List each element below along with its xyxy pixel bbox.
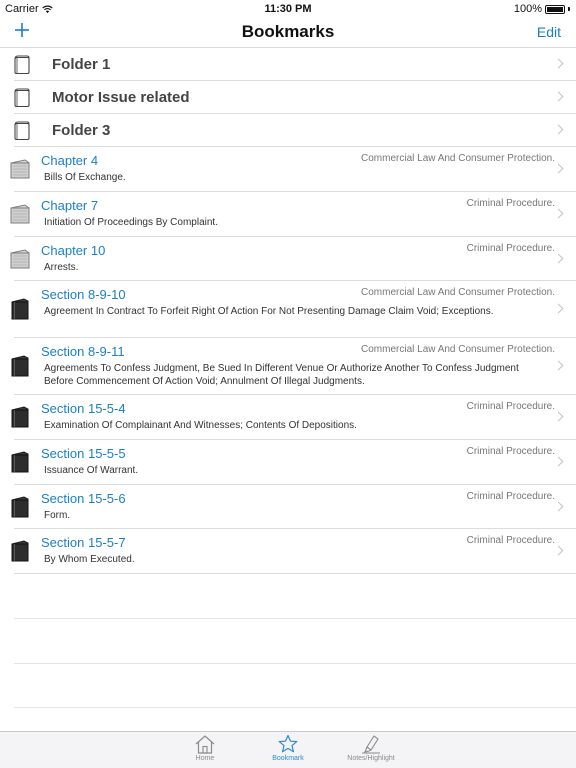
battery-percent: 100% xyxy=(513,3,542,15)
bookmark-row[interactable] xyxy=(14,281,576,338)
gray-book-icon xyxy=(8,202,32,226)
bookmark-title: Section 15-5-4 xyxy=(41,401,126,416)
empty-row xyxy=(14,574,576,619)
empty-row xyxy=(14,619,576,664)
bookmark-title: Section 15-5-5 xyxy=(41,446,126,461)
bookmark-description: Issuance Of Warrant. xyxy=(44,465,139,476)
chevron-right-icon xyxy=(554,92,564,102)
bookmark-title: Chapter 10 xyxy=(41,243,106,258)
dark-book-icon xyxy=(8,450,32,474)
empty-row xyxy=(14,664,576,708)
folder-book-icon xyxy=(14,121,30,140)
bookmark-category: Commercial Law And Consumer Protection. xyxy=(361,153,555,164)
bookmark-row[interactable] xyxy=(14,395,576,440)
bookmark-row[interactable] xyxy=(14,237,576,281)
bookmark-category: Criminal Procedure. xyxy=(466,243,555,254)
bookmark-category: Criminal Procedure. xyxy=(466,401,555,412)
dark-book-icon xyxy=(8,354,32,378)
bookmark-description: Agreements To Confess Judgment, Be Sued In Different Venue Or Authorize Another To Confess Judgment Before Commencement Of Action Void; Annulment Of Illegal Judgments. xyxy=(44,363,519,387)
folder-row[interactable] xyxy=(14,81,576,114)
navigation-bar xyxy=(0,18,576,48)
status-bar xyxy=(0,0,576,18)
dark-book-icon xyxy=(8,495,32,519)
bookmark-title: Section 8-9-10 xyxy=(41,287,126,302)
chevron-right-icon xyxy=(554,361,564,371)
carrier-label: Carrier xyxy=(5,3,39,15)
tab-label: Bookmark xyxy=(272,755,304,762)
folder-name: Motor Issue related xyxy=(52,89,190,106)
folder-row[interactable] xyxy=(14,48,576,81)
home-icon xyxy=(194,734,216,754)
chevron-right-icon xyxy=(554,164,564,174)
bookmark-row[interactable] xyxy=(14,192,576,237)
edit-button[interactable]: Edit xyxy=(536,24,561,40)
gray-book-icon xyxy=(8,247,32,271)
bookmark-description: Arrests. xyxy=(44,262,79,273)
bookmark-title: Section 15-5-7 xyxy=(41,535,126,550)
clock: 11:30 PM xyxy=(264,3,312,15)
bookmark-category: Criminal Procedure. xyxy=(466,446,555,457)
battery-icon xyxy=(545,5,565,14)
tab-bar xyxy=(0,731,576,768)
bookmark-category: Commercial Law And Consumer Protection. xyxy=(361,344,555,355)
battery-tip xyxy=(568,7,570,11)
chevron-right-icon xyxy=(554,125,564,135)
folder-book-icon xyxy=(14,88,30,107)
folder-name: Folder 1 xyxy=(52,56,111,73)
bookmark-title: Section 15-5-6 xyxy=(41,491,126,506)
page-title: Bookmarks xyxy=(241,22,335,41)
tab-bookmark[interactable] xyxy=(264,734,312,762)
chevron-right-icon xyxy=(554,546,564,556)
bookmark-description: Initiation Of Proceedings By Complaint. xyxy=(44,217,218,228)
bookmark-row[interactable] xyxy=(14,529,576,574)
tab-home[interactable] xyxy=(184,734,226,762)
bookmark-category: Criminal Procedure. xyxy=(466,198,555,209)
bookmark-row[interactable] xyxy=(14,485,576,529)
chevron-right-icon xyxy=(554,304,564,314)
folder-row[interactable] xyxy=(14,114,576,147)
bookmark-title: Chapter 4 xyxy=(41,153,99,168)
bookmark-title: Chapter 7 xyxy=(41,198,99,213)
folder-name: Folder 3 xyxy=(52,122,111,139)
bookmark-row[interactable] xyxy=(14,147,576,192)
bookmark-category: Criminal Procedure. xyxy=(466,491,555,502)
bookmark-description: Bills Of Exchange. xyxy=(44,172,126,183)
bookmark-description: By Whom Executed. xyxy=(44,554,135,565)
star-icon xyxy=(277,734,299,754)
battery-indicator xyxy=(514,3,570,15)
bookmark-description: Agreement In Contract To Forfeit Right Of Action For Not Presenting Damage Claim Void; Exceptions. xyxy=(44,306,494,317)
bookmark-row[interactable] xyxy=(14,440,576,485)
highlighter-icon xyxy=(360,734,382,754)
dark-book-icon xyxy=(8,297,32,321)
bookmark-title: Section 8-9-11 xyxy=(41,344,125,359)
chevron-right-icon xyxy=(554,501,564,511)
chevron-right-icon xyxy=(554,59,564,69)
bookmark-description: Form. xyxy=(44,510,71,521)
tab-notes-highlight[interactable] xyxy=(338,734,404,762)
bookmark-row[interactable] xyxy=(14,338,576,395)
bookmark-category: Commercial Law And Consumer Protection. xyxy=(361,287,555,298)
chevron-right-icon xyxy=(554,209,564,219)
chevron-right-icon xyxy=(554,457,564,467)
bookmark-category: Criminal Procedure. xyxy=(466,535,555,546)
folder-book-icon xyxy=(14,55,30,74)
bookmark-description: Examination Of Complainant And Witnesses; Contents Of Depositions. xyxy=(44,420,357,431)
tab-label: Notes/Highlight xyxy=(347,755,395,762)
chevron-right-icon xyxy=(554,253,564,263)
tab-label: Home xyxy=(195,755,215,762)
dark-book-icon xyxy=(8,539,32,563)
bookmark-list xyxy=(0,48,576,708)
gray-book-icon xyxy=(8,157,32,181)
chevron-right-icon xyxy=(554,412,564,422)
dark-book-icon xyxy=(8,405,32,429)
